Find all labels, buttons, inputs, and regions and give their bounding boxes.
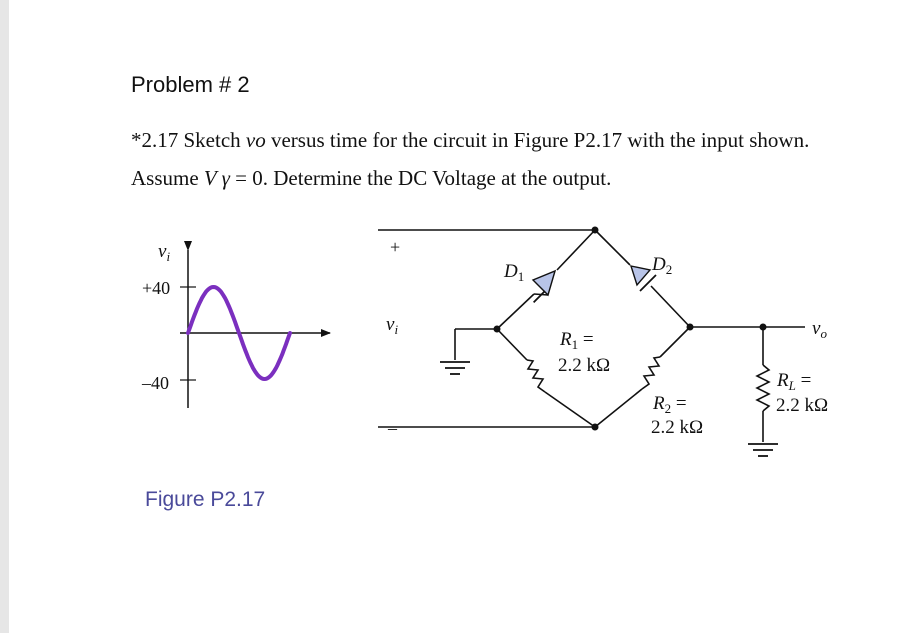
tick-label-bottom: –40 (142, 373, 169, 393)
wire-right-r2 (660, 327, 690, 357)
wire-top-d1 (557, 230, 595, 270)
waveform-axis-label: $v_i$ (158, 241, 171, 264)
statement-text: Assume (131, 166, 204, 190)
ground-icon (440, 362, 470, 374)
junction-output (760, 324, 767, 331)
junction-left (494, 326, 501, 333)
figure-caption: Figure P2.17 (145, 488, 266, 511)
statement-text: versus time for the circuit in Figure P2.17 with the input shown. (265, 128, 810, 152)
input-minus-sign: – (388, 418, 397, 438)
statement-text: = 0. Determine the DC Voltage at the output. (229, 166, 612, 190)
wire-d1-left (497, 294, 534, 329)
resistor-rl-value: 2.2 kΩ (776, 395, 829, 416)
statement-text: *2.17 Sketch (131, 128, 246, 152)
resistor-r1-name: $R_1$ = (560, 329, 594, 352)
input-waveform-plot (141, 241, 330, 408)
diode-d1-icon (533, 271, 555, 302)
wire-r1-bottom (545, 392, 595, 427)
resistor-rl-name: $R_L$ = (777, 370, 812, 393)
junction-bottom (592, 424, 599, 431)
diode-d1-label: $D_1$ (504, 261, 525, 284)
wire-left-r1 (497, 329, 527, 360)
wire-top-d2 (595, 230, 630, 265)
r2-zigzag (642, 357, 660, 389)
ground-icon (748, 444, 778, 456)
cut-in-voltage-variable: V γ (203, 166, 230, 190)
rl-zigzag (757, 365, 769, 411)
resistor-r2-name: $R_2$ = (653, 393, 687, 416)
junction-top (592, 227, 599, 234)
resistor-r2-value: 2.2 kΩ (651, 417, 704, 438)
diode-d2-label: $D_2$ (652, 254, 673, 277)
input-voltage-label: $v_i$ (386, 314, 399, 337)
input-plus-sign: + (390, 237, 401, 257)
junction-right (687, 324, 694, 331)
output-variable: vo (245, 128, 266, 152)
r1-zigzag (527, 360, 545, 392)
problem-heading: Problem # 2 (131, 72, 250, 97)
junction-nodes (494, 227, 767, 431)
wire-d2-right (651, 286, 690, 327)
resistor-r1-value: 2.2 kΩ (558, 355, 611, 376)
wire-r2-bottom (595, 389, 642, 427)
tick-label-top: +40 (142, 278, 171, 298)
output-voltage-label: $v_o$ (812, 318, 827, 341)
